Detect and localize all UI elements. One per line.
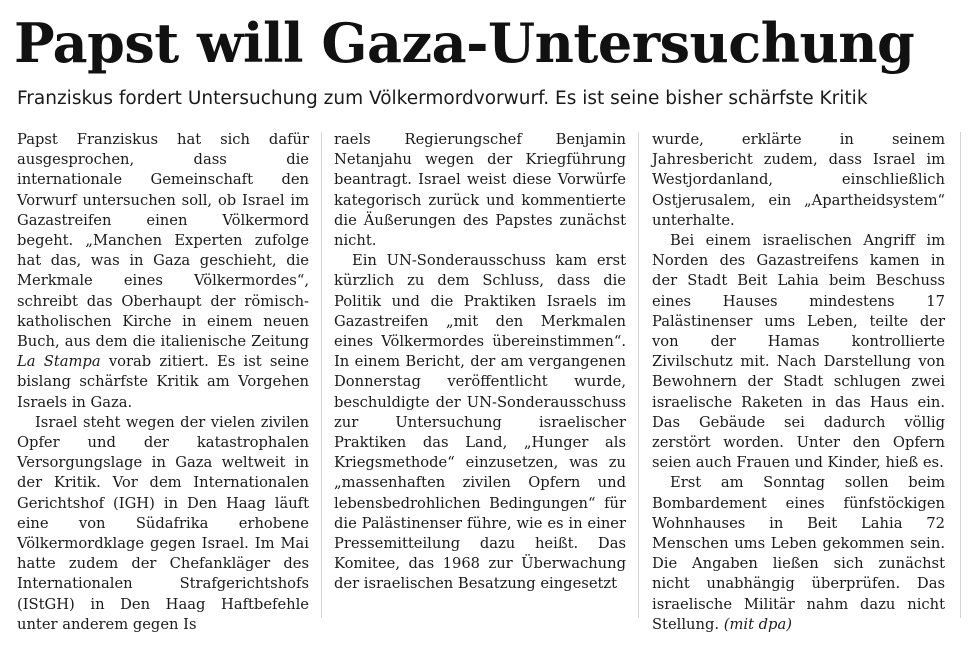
paragraph: Israel steht wegen der vielen zivilen Opfer und der katastrophalen Versorgungslage in Gaza weltweit in der Kritik. Vor dem Internationalen Gerichtshof (IGH) in Den Haag läuft eine von Südafrika erhobene Völkermordklage gegen Israel. Im Mai hatte zudem der Chefankläger des Internationalen Strafgerichtshofs (IStGH) in Den Haag Haftbefehle unter anderem gegen Is (17, 413, 309, 633)
paragraph-text: vorab zitiert. Es ist seine bislang schärfste Kritik am Vorgehen Israels in Gaza. (17, 353, 309, 411)
column-divider (638, 132, 639, 618)
article-column-2 (334, 130, 626, 595)
paragraph-closing (652, 473, 945, 635)
newspaper-name: La Stampa (17, 353, 101, 371)
paragraph-text: Erst am Sonntag sollen beim Bombardement eines fünfstöckigen Wohnhauses in Beit Lahia 72 Menschen ums Leben gekommen sein. Die Angaben ließen sich zunächst nicht unabhängig überprüfen. Das israelische Militär nahm dazu nicht Stellung. (652, 474, 945, 633)
subheadline: Franziskus fordert Untersuchung zum Völkermordvorwurf. Es ist seine bisher schärfste Kritik (17, 88, 868, 109)
paragraph-text: Papst Franziskus hat sich dafür ausgesprochen, dass die internationale Gemeinschaft den Vorwurf untersuchen soll, ob Israel im Gazastreifen einen Völkermord begeht. „Manchen Experten zufolge hat das, was in Gaza geschieht, die Merkmale eines Völkermordes“, schreibt das Oberhaupt der römisch-katholischen Kirche in einem neuen Buch, aus dem die italienische Zeitung (17, 131, 309, 351)
paragraph: Ein UN-Sonderausschuss kam erst kürzlich zu dem Schluss, dass die Politik und die Praktiken Israels im Gazastreifen „mit den Merkmalen eines Völkermordes übereinstimmen“. In einem Bericht, der am vergangenen Donnerstag veröffentlicht wurde, beschuldigte der UN-Sonderausschuss zur Untersuchung israelischer Praktiken das Land, „Hunger als Kriegsmethode“ einzusetzen, was zu „massenhaften zivilen Opfern und lebensbedrohlichen Bedingungen“ für die Palästinenser führe, wie es in einer Pressemitteilung dazu heißt. Das Komitee, das 1968 zur Überwachung der israelischen Besatzung eingesetzt (334, 252, 626, 593)
paragraph-intro (17, 130, 309, 413)
paragraph: raels Regierungschef Benjamin Netanjahu wegen der Kriegführung beantragt. Israel weist diese Vorwürfe kategorisch zurück und kommentierte die Äußerungen des Papstes zunächst nicht. (334, 131, 626, 250)
source-credit: (mit dpa) (723, 615, 792, 633)
headline: Papst will Gaza-Untersuchung (14, 11, 915, 75)
paragraph: Bei einem israelischen Angriff im Norden des Gazastreifens kamen in der Stadt Beit Lahia beim Beschuss eines Hauses mindestens 17 Palästinenser ums Leben, teilte der von der Hamas kontrollierte Zivilschutz mit. Nach Darstellung von Bewohnern der Stadt schlugen zwei israelische Raketen in das Haus ein. Das Gebäude sei dadurch völlig zerstört worden. Unter den Opfern seien auch Frauen und Kinder, hieß es. (652, 232, 945, 472)
article-column-1 (17, 130, 309, 635)
paragraph: wurde, erklärte in seinem Jahresbericht zudem, dass Israel im Westjordanland, einschließlich Ostjerusalem, ein „Apartheidsystem“ unterhalte. (652, 131, 945, 229)
column-divider (321, 132, 322, 618)
article-column-3 (652, 130, 945, 635)
column-divider (960, 132, 961, 618)
